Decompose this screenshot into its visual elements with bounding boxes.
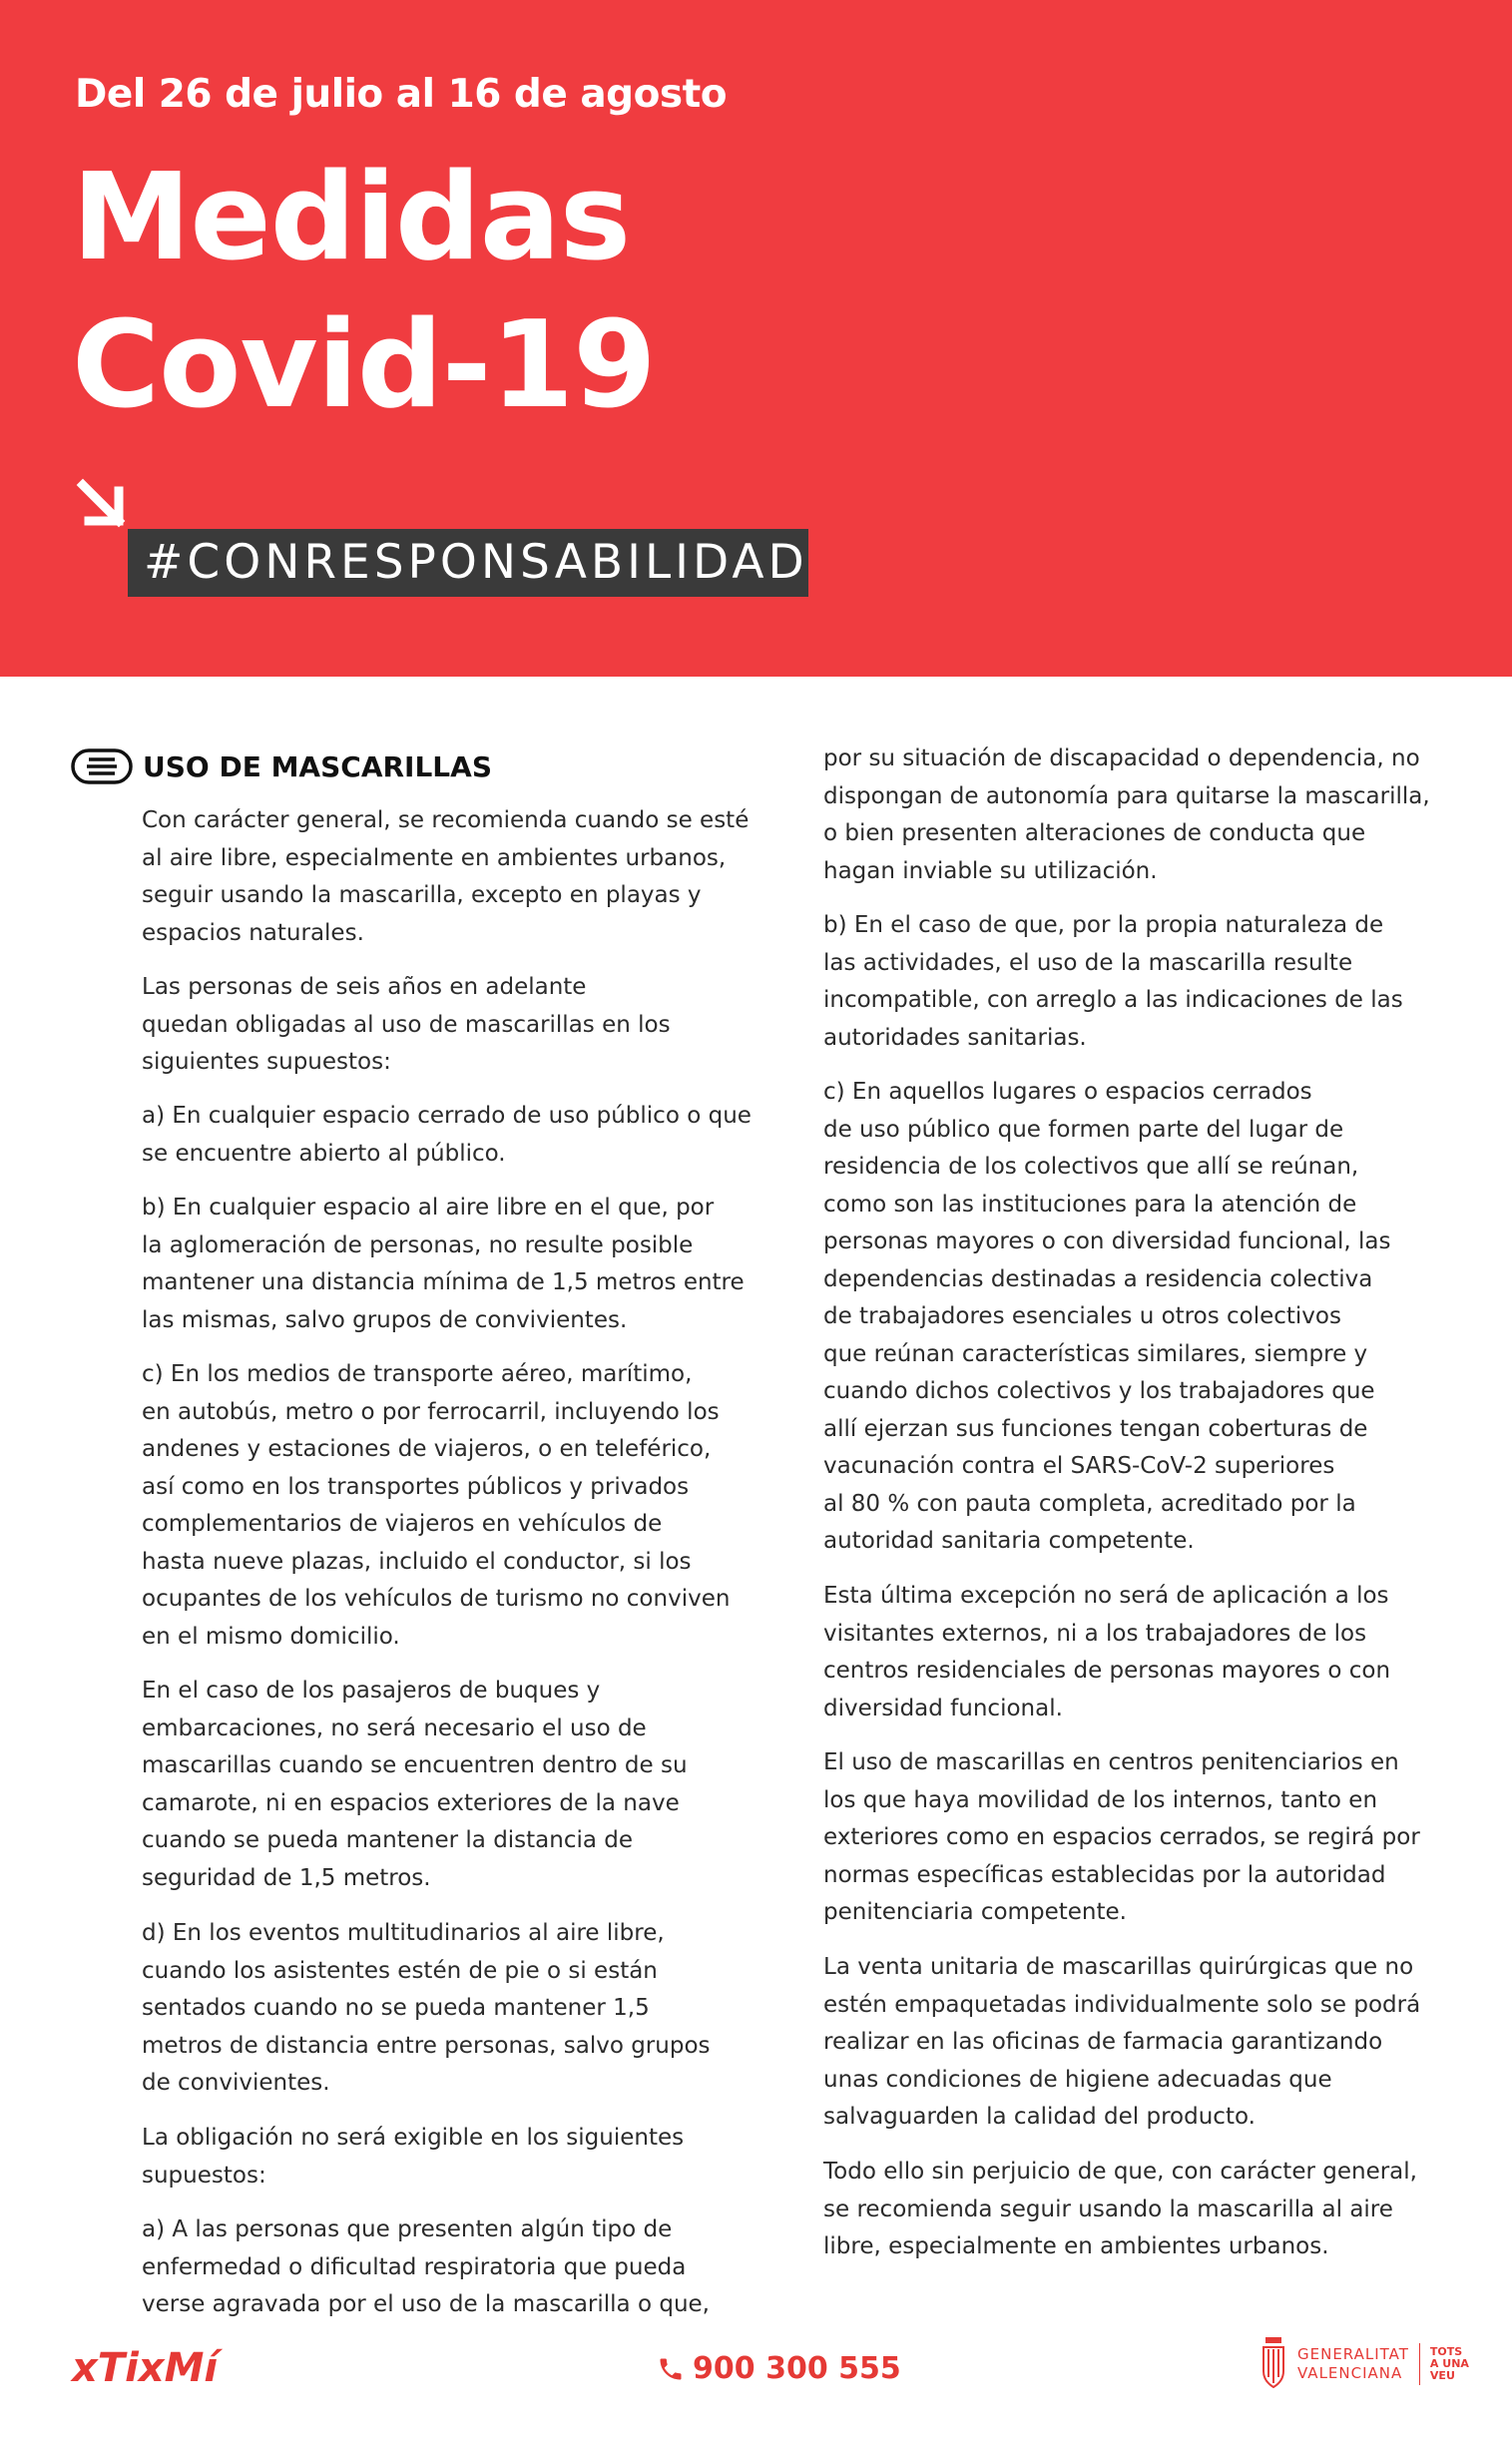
section-heading (69, 738, 492, 794)
paragraph: Las personas de seis años en adelante quedan obligadas al uso de mascarillas en los siguientes supuestos: (142, 974, 671, 1075)
paragraph: La obligación no será exigible en los siguientes supuestos: (142, 2125, 685, 2189)
paragraph: El uso de mascarillas en centros penitenciarios en los que haya movilidad de los internos, tanto en exteriores como en espacios cerrados, se regirá por normas específicas establecidas por la autoridad penitenciaria competente. (823, 1749, 1420, 1925)
phone-number: 900 300 555 (693, 2351, 901, 2386)
institution-tagline: TOTS A UNA VEU (1429, 2345, 1469, 2382)
paragraph: d) En los eventos multitudinarios al aire libre, cuando los asistentes estén de pie o si están sentados cuando no se pueda mantener 1,5 metros de distancia entre personas, salvo grupos de convivientes. (142, 1920, 711, 2096)
paragraph: En el caso de los pasajeros de buques y embarcaciones, no será necesario el uso de mascarillas cuando se encuentren dentro de su camarote, ni en espacios exteriores de la nave cuando se pueda mantener la distancia de seguridad de 1,5 metros. (142, 1678, 688, 1891)
paragraph: c) En aquellos lugares o espacios cerrados de uso público que formen parte del lugar de residencia de los colectivos que allí se reúnan, como son las instituciones para la atención de personas mayores o con diversidad funcional, las dependencias destinadas a residencia colectiva de trabajadores esenciales u otros colectivos que reúnan características similares, siempre y cuando dichos colectivos y los trabajadores que allí ejerzan sus funciones tengan coberturas de vacunación contra el SARS-CoV-2 superiores al 80 % con pauta completa, acreditado por la autoridad sanitaria competente. (823, 1079, 1391, 1554)
campaign-logo: xTixMí (72, 2345, 219, 2391)
arrow-down-right-icon (75, 477, 129, 531)
phone-icon (657, 2355, 685, 2383)
header-banner (0, 0, 1512, 677)
phone-contact[interactable] (657, 2351, 901, 2386)
section-title: USO DE MASCARILLAS (143, 749, 492, 783)
face-mask-icon (69, 745, 135, 787)
generalitat-logo (1260, 2335, 1469, 2393)
paragraph: a) En cualquier espacio cerrado de uso público o que se encuentre abierto al público. (142, 1103, 752, 1167)
paragraph: por su situación de discapacidad o dependencia, no dispongan de autonomía para quitarse la mascarilla, o bien presenten alteraciones de conducta que hagan inviable su utilización. (823, 745, 1430, 884)
paragraph: Con carácter general, se recomienda cuando se esté al aire libre, especialmente en ambientes urbanos, seguir usando la mascarilla, excepto en playas y espacios naturales. (142, 807, 750, 946)
paragraph: c) En los medios de transporte aéreo, marítimo, en autobús, metro o por ferrocarril, incluyendo los andenes y estaciones de viajeros, o en teleférico, así como en los transportes públicos y privados complementarios de viajeros en vehículos de hasta nueve plazas, incluido el conductor, si los ocupantes de los vehículos de turismo no conviven en el mismo domicilio. (142, 1361, 731, 1650)
paragraph: Esta última excepción no será de aplicación a los visitantes externos, ni a los trabajadores de los centros residenciales de personas mayores o con diversidad funcional. (823, 1583, 1391, 1721)
institution-name: GENERALITAT VALENCIANA (1297, 2345, 1409, 2382)
date-range: Del 26 de julio al 16 de agosto (75, 72, 728, 117)
page-title: Medidas Covid-19 (72, 149, 656, 435)
paragraph: a) A las personas que presenten algún tipo de enfermedad o dificultad respiratoria que pueda verse agravada por el uso de la mascarilla o que, (142, 2216, 710, 2317)
divider (1419, 2343, 1420, 2385)
coat-of-arms-icon (1260, 2335, 1287, 2393)
paragraph: La venta unitaria de mascarillas quirúrgicas que no estén empaquetadas individualmente solo se podrá realizar en las oficinas de farmacia garantizando unas condiciones de higiene adecuadas que salvaguarden la calidad del producto. (823, 1954, 1421, 2130)
hashtag-label: #CONRESPONSABILIDAD (128, 529, 808, 597)
paragraph: b) En cualquier espacio al aire libre en el que, por la aglomeración de personas, no resulte posible mantener una distancia mínima de 1,5 metros entre las mismas, salvo grupos de convivientes. (142, 1195, 745, 1333)
paragraph: Todo ello sin perjuicio de que, con carácter general, se recomienda seguir usando la mascarilla al aire libre, especialmente en ambientes urbanos. (823, 2159, 1417, 2259)
paragraph: b) En el caso de que, por la propia naturaleza de las actividades, el uso de la mascarilla resulte incompatible, con arreglo a las indicaciones de las autoridades sanitarias. (823, 912, 1403, 1051)
